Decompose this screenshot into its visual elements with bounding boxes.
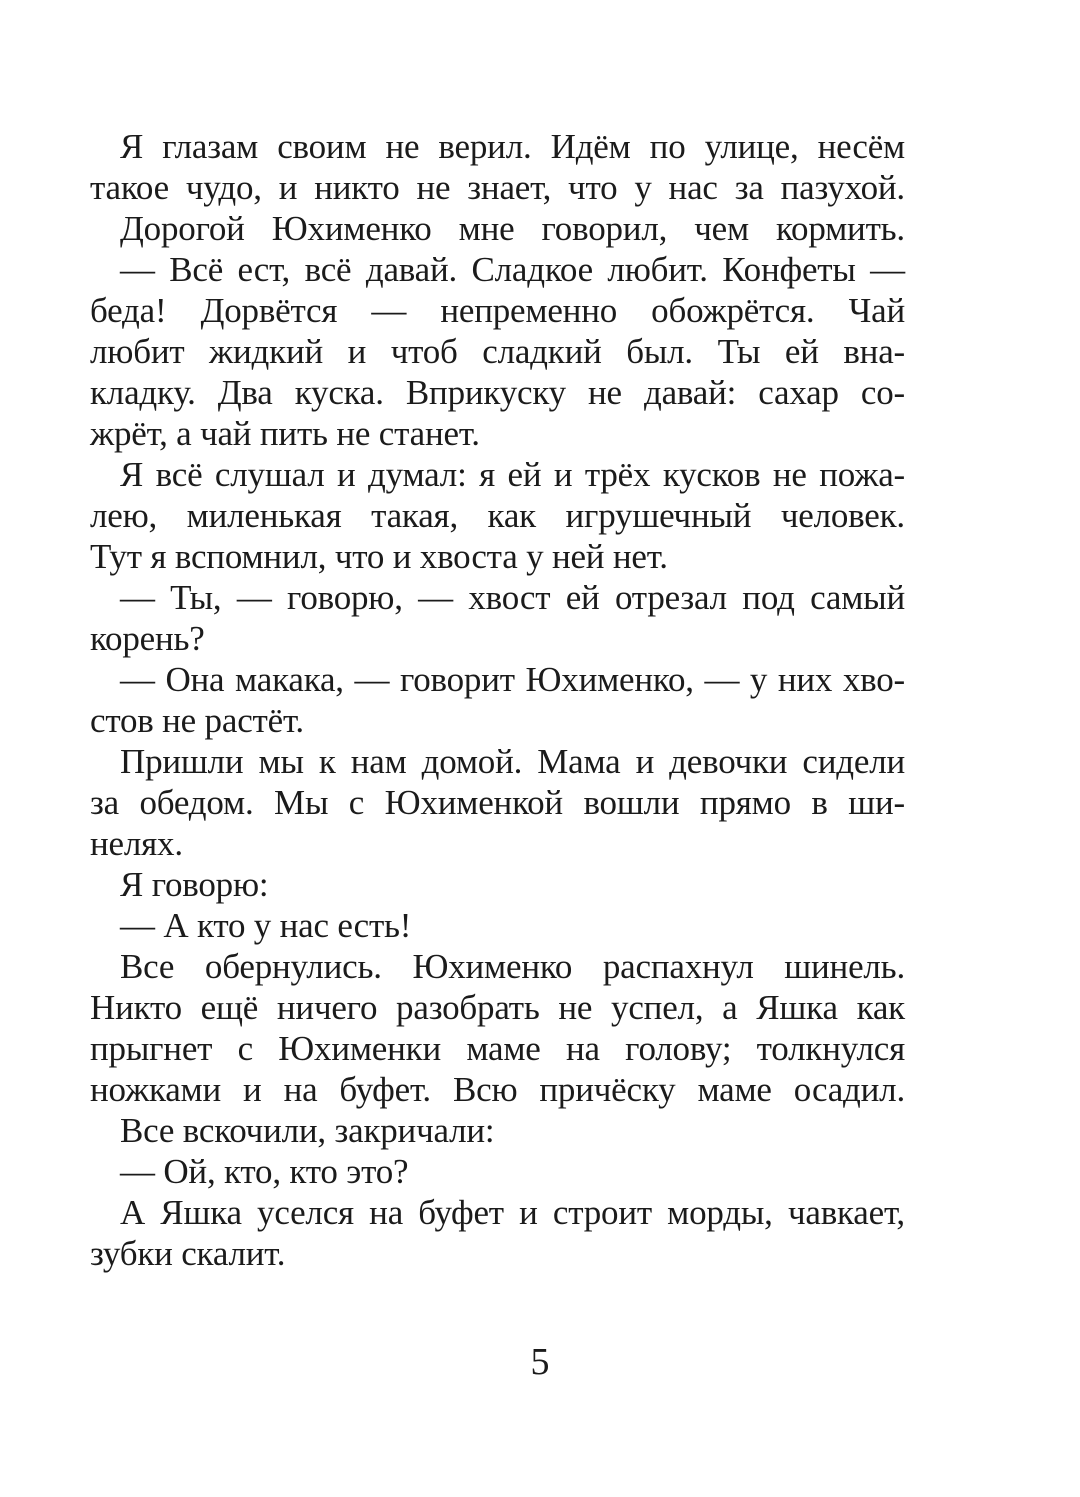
text-line: — А кто у нас есть! — [120, 906, 412, 945]
text-line: Я всё слушал и думал: я ей и трёх кусков не пожа- — [120, 455, 905, 494]
text-line: — Ты, — говорю, — хвост ей отрезал под самый — [120, 578, 905, 617]
text-line: кладку. Два куска. Вприкуску не давай: сахар со- — [90, 373, 905, 412]
text-line: ножками и на буфет. Всю причёску маме осадил. — [90, 1070, 905, 1109]
text-line: Тут я вспомнил, что и хвоста у ней нет. — [90, 537, 668, 576]
text-line: Дорогой Юхименко мне говорил, чем кормить. — [120, 209, 905, 248]
text-line: корень? — [90, 619, 205, 658]
text-line: прыгнет с Юхименки маме на голову; толкнулся — [90, 1029, 905, 1068]
text-line: лею, миленькая такая, как игрушечный человек. — [90, 496, 905, 535]
page-number: 5 — [530, 1341, 550, 1383]
text-line: за обедом. Мы с Юхименкой вошли прямо в ши- — [90, 783, 905, 822]
text-line: Все вскочили, закричали: — [120, 1111, 495, 1150]
text-line: жрёт, а чай пить не станет. — [90, 414, 480, 453]
text-line: нелях. — [90, 824, 183, 863]
text-line: беда! Дорвётся — непременно обожрётся. Чай — [90, 291, 905, 330]
text-line: Я говорю: — [120, 865, 269, 904]
text-line: Я глазам своим не верил. Идём по улице, несём — [120, 127, 905, 166]
text-line: такое чудо, и никто не знает, что у нас за пазухой. — [90, 168, 905, 207]
text-line: Все обернулись. Юхименко распахнул шинель. — [120, 947, 905, 986]
text-line: А Яшка уселся на буфет и строит морды, чавкает, — [120, 1193, 905, 1232]
page-text — [90, 126, 905, 1274]
text-line: Пришли мы к нам домой. Мама и девочки сидели — [120, 742, 905, 781]
text-line: — Ой, кто, кто это? — [120, 1152, 409, 1191]
text-line: Никто ещё ничего разобрать не успел, а Яшка как — [90, 988, 905, 1027]
text-line: — Она макака, — говорит Юхименко, — у них хво- — [120, 660, 905, 699]
text-line: — Всё ест, всё давай. Сладкое любит. Конфеты — — [120, 250, 905, 289]
text-line: стов не растёт. — [90, 701, 304, 740]
text-line: зубки скалит. — [90, 1234, 286, 1273]
text-line: любит жидкий и чтоб сладкий был. Ты ей вна- — [90, 332, 905, 371]
